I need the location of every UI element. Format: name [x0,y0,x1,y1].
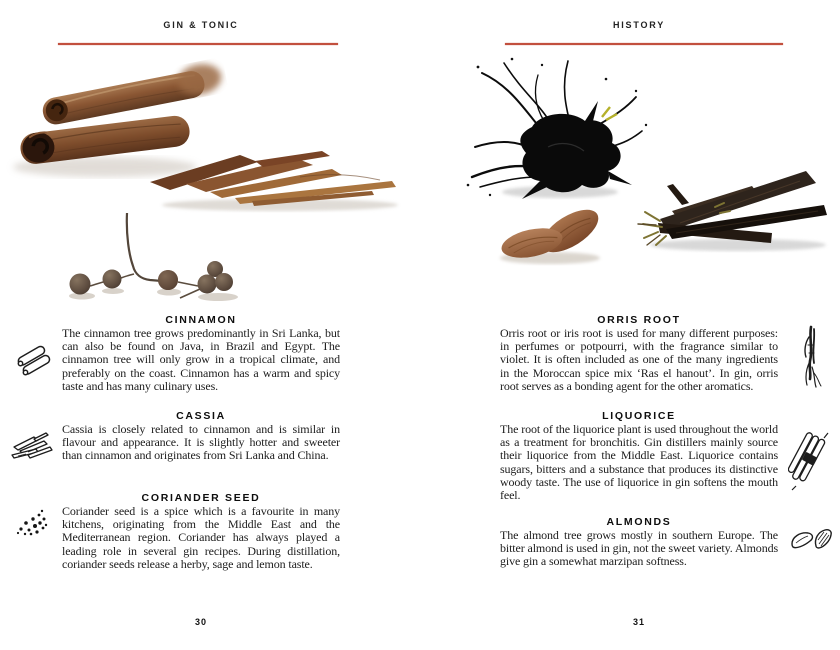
section-body: Coriander seed is a spice which is a favourite in many kitchens, originating from the Middle East and the Mediterranean region. Coriander has always played a leading role in several gin recipes. During distillation, coriander seeds release a herby, sage and lemon taste. [62,504,340,571]
section-title: ALMONDS [606,516,672,528]
section-coriander-seed [62,492,340,571]
coriander-seeds-icon [13,504,49,538]
liquorice-root-photo [638,171,827,251]
liquorice-bundle-icon [788,428,832,492]
section-orris-root [500,314,778,393]
section-cassia [62,410,340,463]
left-red-rule [58,43,338,45]
section-cinnamon [62,314,340,393]
section-title: CORIANDER SEED [141,492,261,504]
section-title: ORRIS ROOT [597,314,681,326]
section-almonds [500,516,778,569]
orris-root-icon [797,323,827,391]
cinnamon-sticks-photo [13,61,224,177]
section-title: CINNAMON [165,314,237,326]
left-running-head: GIN & TONIC [163,20,239,30]
section-title: CASSIA [176,410,226,422]
almonds-icon [788,526,836,556]
right-running-head: HISTORY [612,20,666,30]
right-photo-collage [420,55,840,315]
cassia-bark-icon [8,426,54,466]
section-body: Orris root or iris root is used for many different purposes: in perfumes or potpourri, with the fragrance similar to violet. It is often included as one of the many ingredients in the Moroccan spice mix ‘Ras el hanout’. In gin, orris root serves as a bonding agent for the other aromatics. [500,326,778,393]
left-page-number: 30 [194,617,207,627]
coriander-seeds-photo [69,213,238,301]
cassia-bark-photo [150,151,398,211]
cinnamon-sticks-icon [13,337,55,381]
section-body: The almond tree grows mostly in southern Europe. The bitter almond is used in gin, not the sweet variety. Almonds give gin a somewhat marzipan softness. [500,528,778,569]
section-liquorice [500,410,778,502]
orris-root-photo [467,58,648,199]
left-photo-collage [0,55,420,315]
section-body: The cinnamon tree grows predominantly in Sri Lanka, but can also be found on Java, in Brazil and Egypt. The cinnamon tree will only grow in a tropical climate, and preferably on the coast. Cinnamon has a warm and spicy taste and has many culinary uses. [62,326,340,393]
almonds-photo [499,201,605,264]
right-page [420,0,840,650]
section-body: Cassia is closely related to cinnamon and is similar in flavour and appearance. It is slightly hotter and sweeter than cinnamon and originates from Sri Lanka and China. [62,422,340,463]
right-page-number: 31 [632,617,645,627]
section-title: LIQUORICE [602,410,676,422]
right-red-rule [505,43,783,45]
section-body: The root of the liquorice plant is used throughout the world as a treatment for bronchitis. Gin distillers mainly source their liquorice from the Middle East. Liquorice contains sugars, bitters and a substance that produces its distinctive woody taste. The use of liquorice in gin softens the mouth feel. [500,422,778,503]
